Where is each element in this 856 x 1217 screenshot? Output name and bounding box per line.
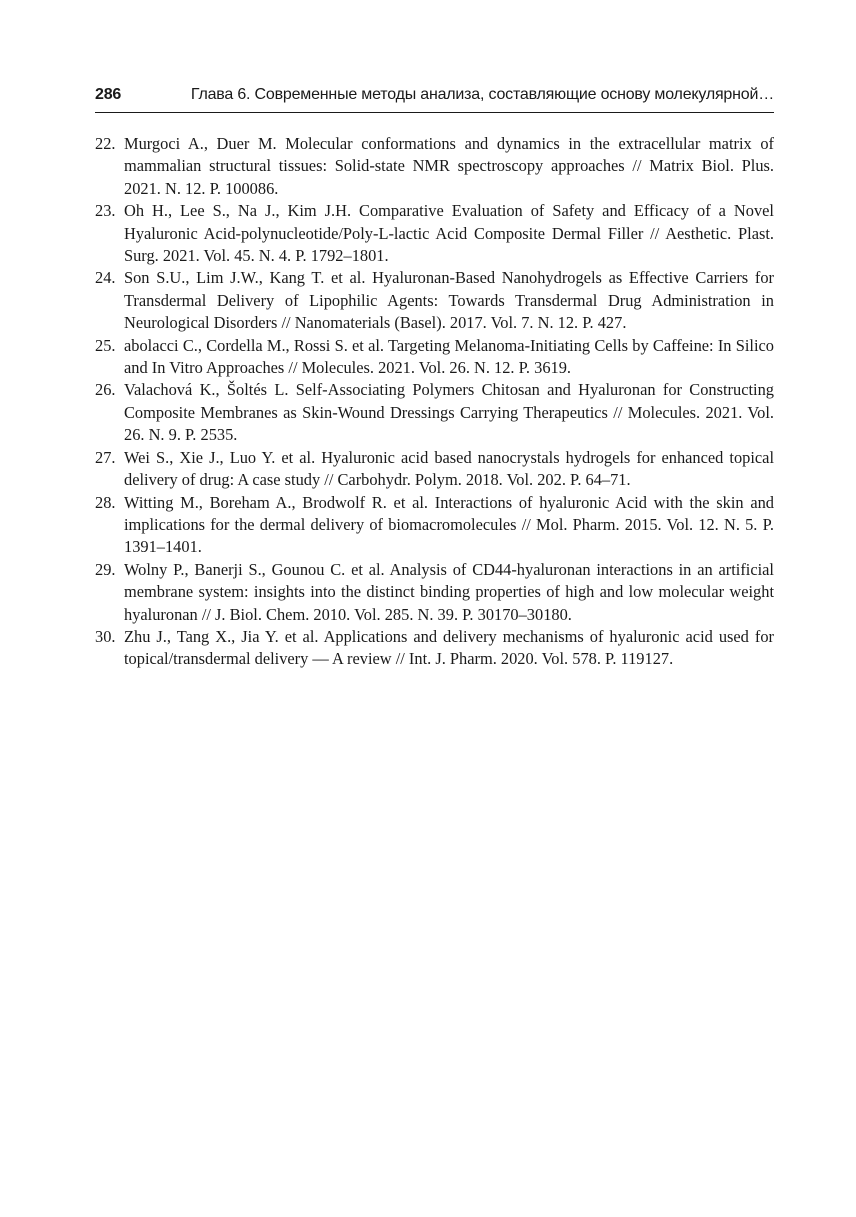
chapter-title: Глава 6. Современные методы анализа, составляющие основу молекулярной… (190, 86, 774, 103)
reference-number: 27. (95, 447, 116, 467)
reference-number: 22. (95, 134, 116, 153)
reference-item (95, 492, 774, 559)
reference-number: 24. (95, 268, 116, 288)
reference-item (95, 200, 774, 267)
reference-item (95, 559, 774, 626)
reference-item (95, 379, 774, 446)
page (95, 86, 774, 671)
reference-text: Murgoci A., Duer M. Molecular conformations and dynamics in the extracellular matrix of mammalian structural tissues: Solid-state NMR spectroscopy approaches // Matrix Biol. Plus. 2021. N. 12. P. 100086. (124, 134, 774, 198)
running-header (95, 86, 774, 113)
reference-number: 28. (95, 492, 116, 512)
reference-number: 23. (95, 201, 116, 221)
reference-text: Son S.U., Lim J.W., Kang T. et al. Hyaluronan-Based Nanohydrogels as Effective Carriers for Transdermal Delivery of Lipophilic Agents: Towards Transdermal Drug Administration in Neurological Disorders // Nanomaterials (Basel). 2017. Vol. 7. N. 12. P. 427. (124, 268, 774, 333)
reference-item (95, 133, 774, 200)
reference-text: Oh H., Lee S., Na J., Kim J.H. Comparative Evaluation of Safety and Efficacy of a Novel Hyaluronic Acid-polynucleotide/Poly-L-lactic Acid Composite Dermal Filler // Aesthetic. Plast. Surg. 2021. Vol. 45. N. 4. P. 1792–1801. (124, 201, 774, 266)
reference-item (95, 267, 774, 334)
reference-number: 26. (95, 380, 116, 400)
reference-text: Witting M., Boreham A., Brodwolf R. et al. Interactions of hyaluronic Acid with the skin and implications for the dermal delivery of biomacromolecules // Mol. Pharm. 2015. Vol. 12. N. 5. P. 1391–1401. (124, 492, 774, 557)
reference-number: 30. (95, 626, 116, 646)
reference-item (95, 447, 774, 492)
reference-list (95, 133, 774, 671)
reference-item (95, 626, 774, 671)
reference-item (95, 335, 774, 380)
reference-text: Wei S., Xie J., Luo Y. et al. Hyaluronic acid based nanocrystals hydrogels for enhanced topical delivery of drug: A case study // Carbohydr. Polym. 2018. Vol. 202. P. 64–71. (124, 447, 774, 490)
reference-text: Wolny P., Banerji S., Gounou C. et al. Analysis of CD44-hyaluronan interactions in an artificial membrane system: insights into the distinct binding properties of high and low molecular weight hyaluronan // J. Biol. Chem. 2010. Vol. 285. N. 39. P. 30170–30180. (124, 559, 774, 624)
page-number: 286 (95, 86, 122, 103)
reference-text: Zhu J., Tang X., Jia Y. et al. Applications and delivery mechanisms of hyaluronic acid used for topical/transdermal delivery — A review // Int. J. Pharm. 2020. Vol. 578. P. 119127. (124, 626, 774, 669)
reference-text: abolacci C., Cordella M., Rossi S. et al. Targeting Melanoma-Initiating Cells by Caffeine: In Silico and In Vitro Approaches // Molecules. 2021. Vol. 26. N. 12. P. 3619. (124, 335, 774, 378)
reference-number: 29. (95, 559, 116, 579)
reference-number: 25. (95, 335, 116, 355)
reference-text: Valachová K., Šoltés L. Self-Associating Polymers Chitosan and Hyaluronan for Constructing Composite Membranes as Skin-Wound Dressings Carrying Therapeutics // Molecules. 2021. Vol. 26. N. 9. P. 2535. (124, 380, 774, 445)
